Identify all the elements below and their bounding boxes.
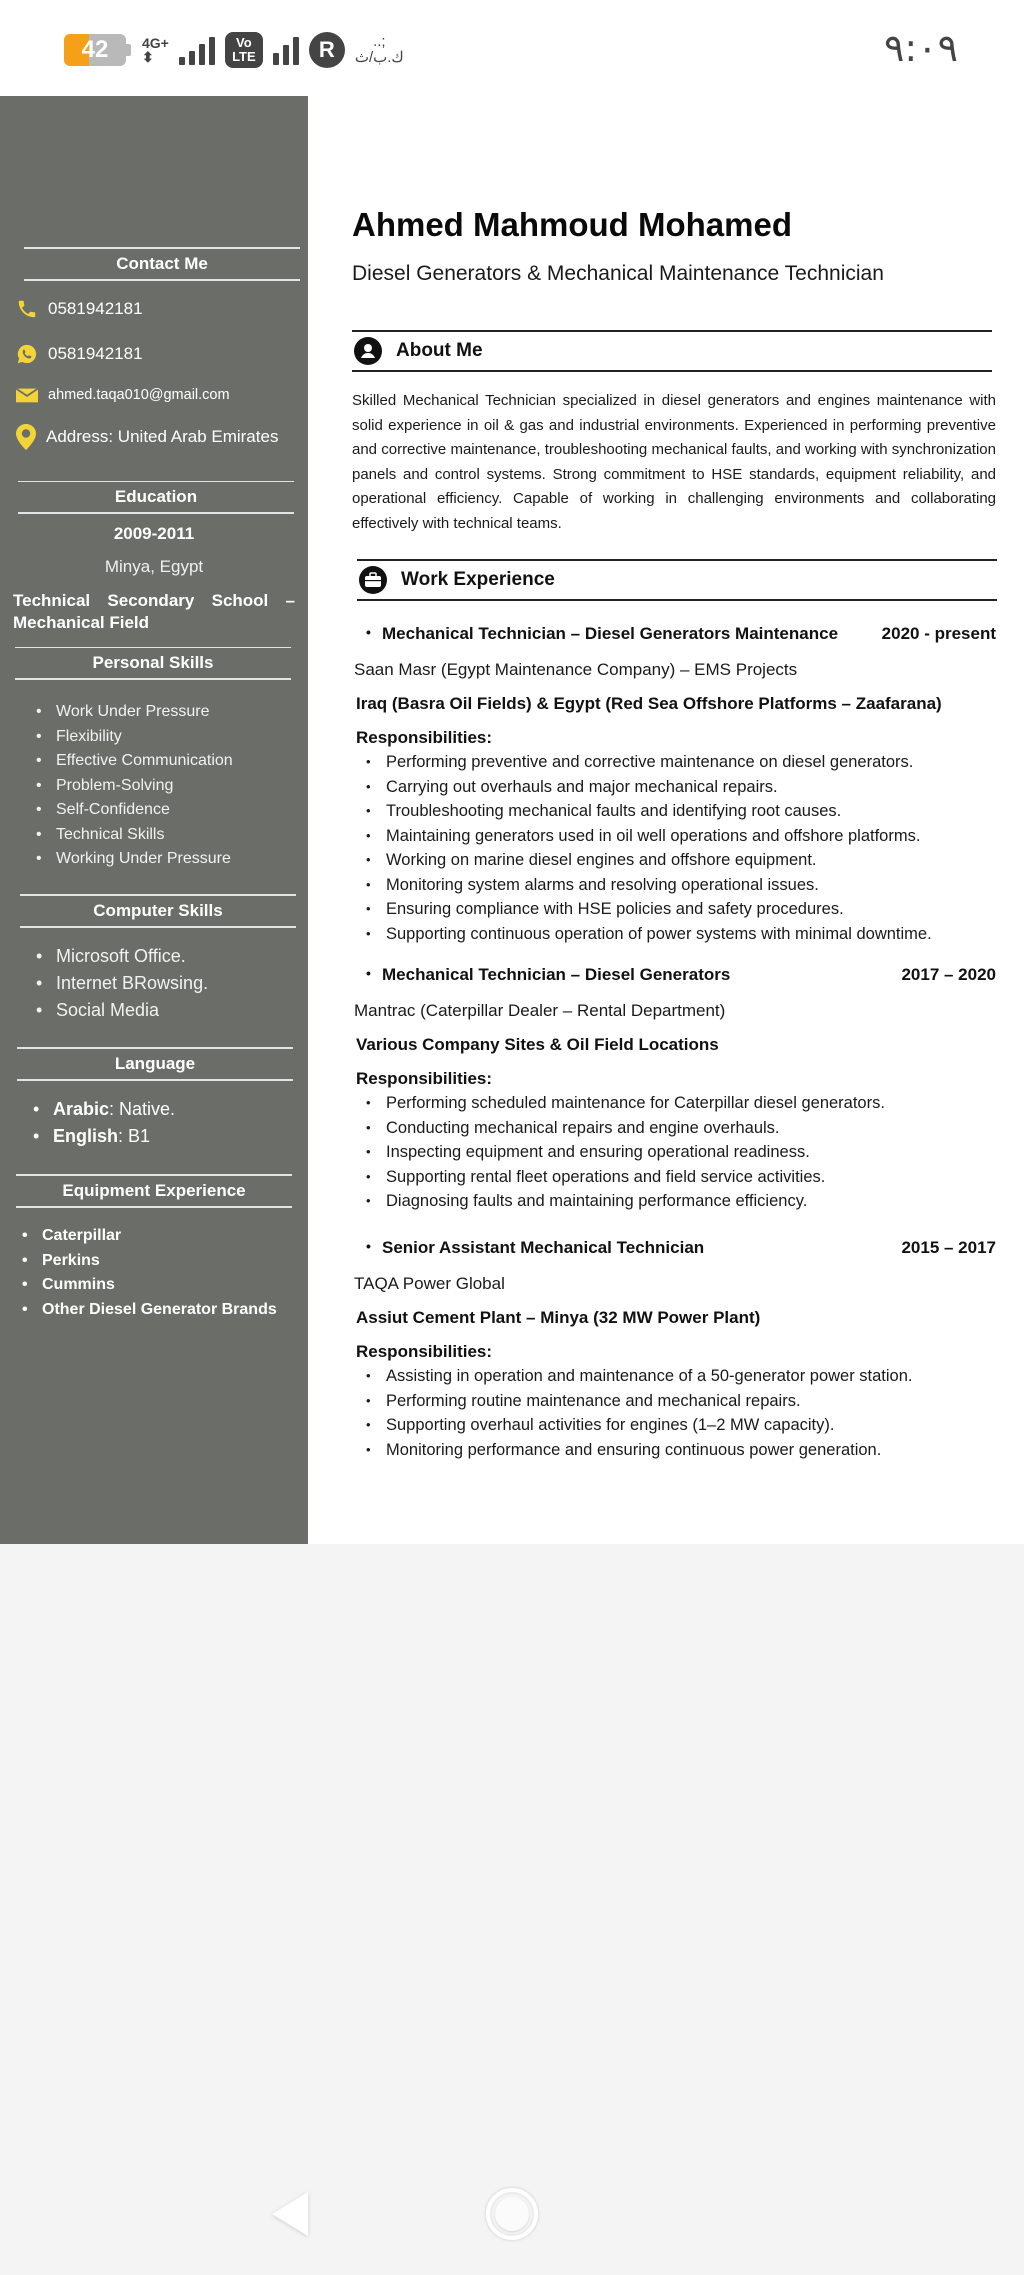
- job-title: • Senior Assistant Mechanical Technician: [356, 1238, 704, 1258]
- responsibility-item: • Conducting mechanical repairs and engine overhauls.: [356, 1116, 996, 1141]
- battery-icon: [64, 34, 126, 66]
- responsibility-item: • Monitoring system alarms and resolving operational issues.: [356, 873, 996, 898]
- responsibility-item: • Maintaining generators used in oil well operations and offshore platforms.: [356, 824, 996, 849]
- job-title-row: [356, 965, 996, 985]
- roaming-icon: [309, 32, 345, 68]
- battery-level: 42: [81, 36, 109, 63]
- equipment-item: • Cummins: [42, 1273, 277, 1298]
- personal-skill-item: • Technical Skills: [56, 823, 233, 848]
- contact-whatsapp: [16, 343, 143, 365]
- contact-phone: [16, 298, 143, 320]
- job-location: Assiut Cement Plant – Minya (32 MW Power Plant): [356, 1308, 761, 1327]
- responsibility-item: • Carrying out overhauls and major mechanical repairs.: [356, 775, 996, 800]
- computer-skill-item: • Internet BRowsing.: [56, 970, 208, 997]
- equipment-item: • Perkins: [42, 1249, 277, 1274]
- job-entry: [356, 624, 996, 946]
- back-button[interactable]: [272, 2192, 308, 2236]
- language-name: Arabic: [53, 1099, 110, 1119]
- volte-bottom: LTE: [232, 49, 256, 64]
- computer-skills-list: [56, 943, 208, 1024]
- personal-skill-item: • Effective Communication: [56, 749, 233, 774]
- job-entry: [356, 965, 996, 1214]
- email-icon: [16, 386, 38, 404]
- home-button[interactable]: [486, 2188, 538, 2240]
- education-years: 2009-2011: [113, 524, 195, 543]
- responsibility-item: • Performing routine maintenance and mechanical repairs.: [356, 1389, 996, 1414]
- language-name: English: [53, 1126, 119, 1146]
- computer-skills-heading: Computer Skills: [20, 894, 296, 928]
- equipment-item: • Caterpillar: [42, 1224, 277, 1249]
- data-arrows-icon: ⬍: [142, 49, 154, 65]
- equipment-list: [42, 1224, 277, 1322]
- computer-skill-item: • Microsoft Office.: [56, 943, 208, 970]
- about-heading: [352, 330, 992, 372]
- location-pin-icon: [16, 424, 36, 450]
- job-period: 2017 – 2020: [901, 965, 996, 984]
- job-location: Iraq (Basra Oil Fields) & Egypt (Red Sea Offshore Platforms – Zaafarana): [356, 694, 942, 713]
- volte-icon: [225, 32, 263, 68]
- volte-top: Vo: [236, 35, 252, 50]
- responsibility-item: • Assisting in operation and maintenance of a 50-generator power station.: [356, 1364, 996, 1389]
- candidate-name: Ahmed Mahmoud Mohamed: [352, 206, 793, 243]
- responsibility-item: • Diagnosing faults and maintaining performance efficiency.: [356, 1189, 996, 1214]
- equipment-item: • Other Diesel Generator Brands: [42, 1298, 277, 1323]
- candidate-role: Diesel Generators & Mechanical Maintenance Technician: [352, 262, 884, 285]
- responsibilities-list: [356, 750, 996, 946]
- phone-icon: [16, 298, 38, 320]
- responsibility-item: • Ensuring compliance with HSE policies and safety procedures.: [356, 897, 996, 922]
- job-company: TAQA Power Global: [354, 1274, 505, 1293]
- network-type-label: 4G+: [142, 35, 169, 51]
- status-bar: [0, 0, 1024, 96]
- whatsapp-icon: [16, 343, 38, 365]
- job-title: • Mechanical Technician – Diesel Generators: [356, 965, 730, 985]
- education-heading: Education: [18, 481, 294, 514]
- personal-skills-heading: Personal Skills: [15, 647, 291, 680]
- address-text: Address: United Arab Emirates: [46, 427, 279, 446]
- signal-strength-2-icon: [273, 35, 299, 65]
- job-period: 2020 - present: [881, 624, 996, 643]
- responsibilities-label: Responsibilities:: [356, 1342, 493, 1361]
- equipment-heading: Equipment Experience: [16, 1174, 292, 1208]
- contact-address: [16, 424, 278, 450]
- responsibility-item: • Supporting rental fleet operations and field service activities.: [356, 1165, 996, 1190]
- job-location: Various Company Sites & Oil Field Locations: [356, 1035, 719, 1054]
- personal-skill-item: • Problem-Solving: [56, 774, 233, 799]
- signal-strength-icon: [179, 35, 215, 65]
- responsibilities-label: Responsibilities:: [356, 728, 493, 747]
- responsibility-item: • Working on marine diesel engines and offshore equipment.: [356, 848, 996, 873]
- navigation-bar: [0, 2150, 1024, 2275]
- responsibilities-label: Responsibilities:: [356, 1069, 493, 1088]
- personal-skill-item: • Working Under Pressure: [56, 847, 233, 872]
- user-icon: [354, 337, 382, 365]
- language-item: [53, 1096, 175, 1123]
- network-type-indicator: [142, 36, 169, 64]
- job-title-row: [356, 624, 996, 644]
- responsibility-item: • Supporting continuous operation of power systems with minimal downtime.: [356, 922, 996, 947]
- responsibility-item: • Inspecting equipment and ensuring operational readiness.: [356, 1140, 996, 1165]
- resume-page: [0, 96, 1024, 1544]
- home-icon: [495, 2197, 529, 2231]
- job-title: • Mechanical Technician – Diesel Generators Maintenance: [356, 624, 838, 644]
- work-heading-label: Work Experience: [401, 569, 555, 590]
- job-period: 2015 – 2017: [901, 1238, 996, 1257]
- personal-skill-item: • Self-Confidence: [56, 798, 233, 823]
- responsibilities-list: [356, 1091, 996, 1214]
- about-heading-label: About Me: [396, 340, 483, 361]
- language-list: [53, 1096, 175, 1150]
- computer-skill-item: • Social Media: [56, 997, 208, 1024]
- responsibility-item: • Monitoring performance and ensuring continuous power generation.: [356, 1438, 996, 1463]
- responsibility-item: • Performing preventive and corrective maintenance on diesel generators.: [356, 750, 996, 775]
- personal-skills-list: [56, 700, 233, 872]
- job-entry: [356, 1238, 996, 1462]
- data-speed-value: ..;: [373, 33, 386, 50]
- resume-sidebar: [0, 96, 308, 1544]
- personal-skill-item: • Flexibility: [56, 725, 233, 750]
- job-company: Mantrac (Caterpillar Dealer – Rental Department): [354, 1001, 726, 1020]
- responsibility-item: • Supporting overhaul activities for engines (1–2 MW capacity).: [356, 1413, 996, 1438]
- personal-skill-item: • Work Under Pressure: [56, 700, 233, 725]
- whatsapp-number[interactable]: 0581942181: [48, 344, 143, 363]
- contact-heading: Contact Me: [24, 247, 300, 281]
- phone-number[interactable]: 0581942181: [48, 299, 143, 318]
- language-level: : Native.: [109, 1099, 176, 1119]
- job-title-row: [356, 1238, 996, 1258]
- responsibility-item: • Performing scheduled maintenance for Caterpillar diesel generators.: [356, 1091, 996, 1116]
- contact-email: [16, 386, 230, 404]
- responsibility-item: • Troubleshooting mechanical faults and identifying root causes.: [356, 799, 996, 824]
- language-level: : B1: [118, 1126, 151, 1146]
- language-item: [53, 1123, 175, 1150]
- email-address[interactable]: ahmed.taqa010@gmail.com: [48, 387, 230, 403]
- job-company: Saan Masr (Egypt Maintenance Company) – EMS Projects: [354, 660, 798, 679]
- responsibilities-list: [356, 1364, 996, 1462]
- briefcase-icon: [359, 566, 387, 594]
- data-speed-unit: ك.ب/ث: [354, 49, 404, 66]
- clock: ٩:٠٩: [883, 26, 958, 70]
- work-heading: [357, 559, 997, 601]
- data-speed-indicator: [355, 34, 404, 66]
- roaming-label: R: [318, 37, 335, 62]
- education-place: Minya, Egypt: [104, 557, 204, 576]
- education-school: Technical Secondary School – Mechanical Field: [13, 591, 295, 632]
- about-text: Skilled Mechanical Technician specialized in diesel generators and engines maintenance with solid experience in oil & gas and industrial environments. Experienced in performing preventive and corrective maintenance, troubleshooting mechanical faults, and working with synchronization panels and control systems. Strong commitment to HSE standards, equipment reliability, and operational efficiency. Capable of working in challenging environments and collaborating effectively with technical teams.: [352, 392, 996, 532]
- language-heading: Language: [17, 1047, 293, 1081]
